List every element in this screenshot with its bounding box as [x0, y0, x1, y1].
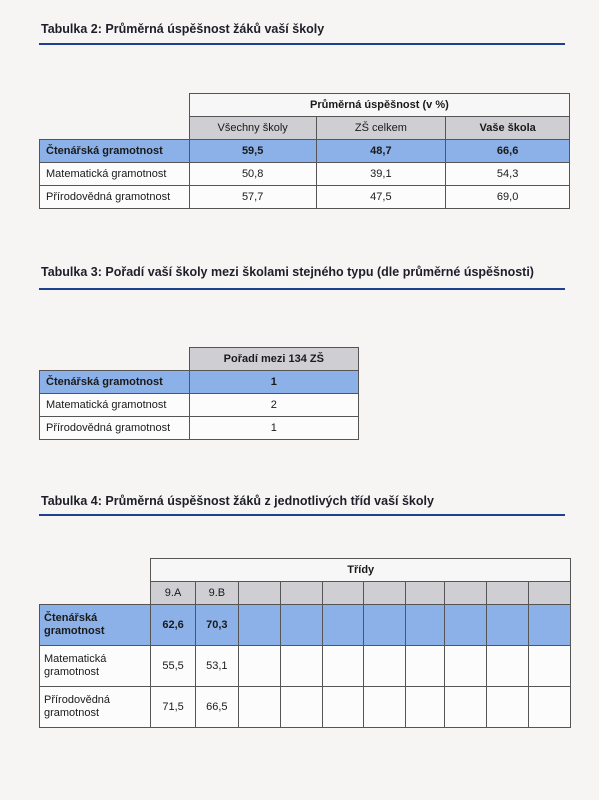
row-label: Čtenářská gramotnost — [40, 140, 190, 163]
cell-value — [406, 687, 445, 728]
cell-value: 54,3 — [446, 163, 570, 186]
col-header-zs-total: ZŠ celkem — [316, 117, 446, 140]
cell-value: 1 — [189, 417, 358, 440]
cell-value: 70,3 — [195, 605, 238, 646]
cell-value — [406, 646, 445, 687]
table2-column-header-row — [40, 117, 570, 140]
table4-title: Tabulka 4: Průměrná úspěšnost žáků z jednotlivých tříd vaší školy — [41, 494, 434, 508]
cell-value: 50,8 — [189, 163, 316, 186]
col-header-class — [322, 582, 364, 605]
cell-value — [487, 687, 529, 728]
cell-value — [529, 646, 571, 687]
row-label — [40, 605, 151, 646]
table2-rule — [39, 43, 565, 45]
cell-value — [529, 605, 571, 646]
table-row — [40, 186, 570, 209]
cell-value — [239, 605, 281, 646]
row-label — [40, 646, 151, 687]
table3-header-row — [40, 348, 359, 371]
cell-value — [445, 646, 487, 687]
cell-value: 66,5 — [195, 687, 238, 728]
col-header-class: 9.B — [195, 582, 238, 605]
row-label-line: gramotnost — [44, 625, 105, 637]
cell-value — [364, 687, 406, 728]
col-header-class: 9.A — [151, 582, 195, 605]
table-row — [40, 417, 359, 440]
cell-value: 39,1 — [316, 163, 446, 186]
table3-title: Tabulka 3: Pořadí vaší školy mezi školami stejného typu (dle průměrné úspěšnosti) — [41, 265, 534, 279]
table4-column-header-row — [40, 582, 571, 605]
cell-value — [239, 687, 281, 728]
col-header-class — [239, 582, 281, 605]
cell-value — [487, 646, 529, 687]
row-label-line: Přírodovědná — [44, 694, 111, 706]
col-header-class — [364, 582, 406, 605]
table-row — [40, 163, 570, 186]
row-label-line: gramotnost — [44, 666, 100, 678]
row-label-line: gramotnost — [44, 707, 100, 719]
cell-value — [364, 605, 406, 646]
cell-value — [322, 646, 364, 687]
cell-value — [406, 605, 445, 646]
cell-value — [280, 687, 322, 728]
table2-title: Tabulka 2: Průměrná úspěšnost žáků vaší školy — [41, 22, 325, 36]
col-header-class — [529, 582, 571, 605]
table-row — [40, 687, 571, 728]
cell-value: 57,7 — [189, 186, 316, 209]
table-row — [40, 646, 571, 687]
cell-value — [487, 605, 529, 646]
cell-value: 53,1 — [195, 646, 238, 687]
cell-value: 66,6 — [446, 140, 570, 163]
cell-value — [280, 605, 322, 646]
cell-value — [322, 687, 364, 728]
cell-value — [280, 646, 322, 687]
cell-value — [529, 687, 571, 728]
table2-group-header-row — [40, 94, 570, 117]
cell-value: 2 — [189, 394, 358, 417]
table-row — [40, 140, 570, 163]
cell-value: 1 — [189, 371, 358, 394]
table4-group-header: Třídy — [151, 559, 571, 582]
row-label — [40, 687, 151, 728]
table4-rule — [39, 514, 565, 516]
cell-value — [322, 605, 364, 646]
row-label: Přírodovědná gramotnost — [40, 417, 190, 440]
col-header-your-school: Vaše škola — [446, 117, 570, 140]
row-label-line: Čtenářská — [44, 612, 98, 624]
table2 — [39, 93, 570, 209]
cell-value: 62,6 — [151, 605, 195, 646]
table-row — [40, 605, 571, 646]
table4-group-header-row — [40, 559, 571, 582]
cell-value: 59,5 — [189, 140, 316, 163]
table4 — [39, 558, 571, 728]
col-header-class — [406, 582, 445, 605]
row-label: Matematická gramotnost — [40, 163, 190, 186]
cell-value — [445, 605, 487, 646]
col-header-all-schools: Všechny školy — [189, 117, 316, 140]
table-row — [40, 371, 359, 394]
cell-value — [364, 646, 406, 687]
table-row — [40, 394, 359, 417]
row-label: Čtenářská gramotnost — [40, 371, 190, 394]
table2-group-header: Průměrná úspěšnost (v %) — [189, 94, 569, 117]
cell-value: 47,5 — [316, 186, 446, 209]
col-header-class — [280, 582, 322, 605]
table3-rule — [39, 288, 565, 290]
table3 — [39, 347, 359, 440]
col-header-rank: Pořadí mezi 134 ZŠ — [189, 348, 358, 371]
cell-value — [239, 646, 281, 687]
cell-value: 69,0 — [446, 186, 570, 209]
col-header-class — [445, 582, 487, 605]
row-label: Matematická gramotnost — [40, 394, 190, 417]
row-label-line: Matematická — [44, 653, 107, 665]
cell-value: 48,7 — [316, 140, 446, 163]
cell-value — [445, 687, 487, 728]
col-header-class — [487, 582, 529, 605]
row-label: Přírodovědná gramotnost — [40, 186, 190, 209]
cell-value: 71,5 — [151, 687, 195, 728]
cell-value: 55,5 — [151, 646, 195, 687]
